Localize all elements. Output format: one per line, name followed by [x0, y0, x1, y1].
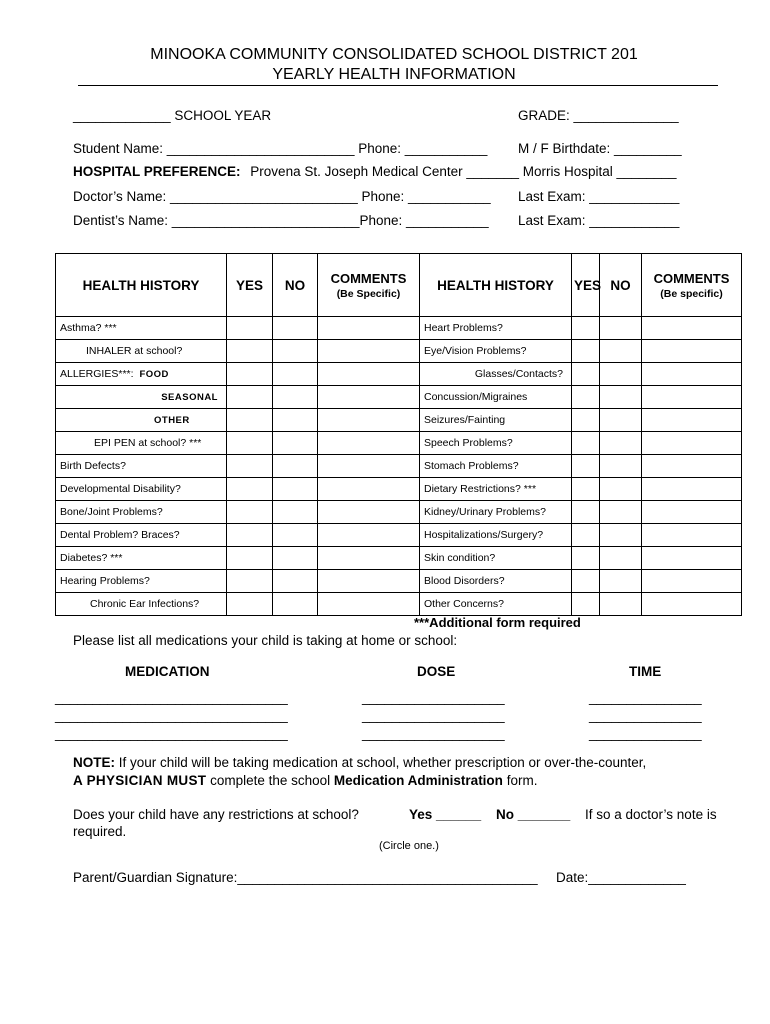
yes-cell[interactable]: [227, 570, 273, 593]
comment-cell[interactable]: [318, 478, 420, 501]
time-line[interactable]: _______________: [589, 708, 702, 723]
condition-label: Other Concerns?: [420, 593, 572, 616]
comment-cell[interactable]: [318, 409, 420, 432]
condition-label: Kidney/Urinary Problems?: [420, 501, 572, 524]
yes-cell[interactable]: [572, 363, 600, 386]
table-row: [56, 317, 742, 340]
comments-subtitle: (Be Specific): [336, 287, 401, 300]
note-text-2: complete the school: [210, 773, 331, 788]
restrictions-yes[interactable]: Yes ______: [409, 807, 482, 822]
comment-cell[interactable]: [318, 432, 420, 455]
physician-must: A PHYSICIAN MUST: [73, 773, 207, 788]
yes-cell[interactable]: [227, 547, 273, 570]
condition-label: Birth Defects?: [56, 455, 227, 478]
condition-label: Hearing Problems?: [56, 570, 227, 593]
no-cell[interactable]: [600, 593, 642, 616]
yes-cell[interactable]: [227, 317, 273, 340]
no-cell[interactable]: [273, 363, 318, 386]
condition-label: Concussion/Migraines: [420, 386, 572, 409]
yes-header: YES: [227, 254, 273, 317]
yes-label-right: YES: [574, 277, 602, 293]
header-rule: [78, 85, 718, 86]
no-cell[interactable]: [600, 570, 642, 593]
comment-cell[interactable]: [318, 363, 420, 386]
no-cell[interactable]: [273, 478, 318, 501]
no-header: NO: [273, 254, 318, 317]
form-title: YEARLY HEALTH INFORMATION: [272, 66, 516, 83]
grade-field[interactable]: GRADE: ______________: [518, 108, 679, 123]
no-cell[interactable]: [273, 340, 318, 363]
yes-cell[interactable]: [572, 570, 600, 593]
doctor-exam-field[interactable]: Last Exam: ____________: [518, 189, 680, 204]
date-field[interactable]: Date:_____________: [556, 870, 686, 885]
yes-cell[interactable]: [572, 386, 600, 409]
comment-cell[interactable]: [642, 432, 742, 455]
no-cell[interactable]: [600, 363, 642, 386]
food-label: FOOD: [139, 369, 169, 380]
dentist-exam-field[interactable]: Last Exam: ____________: [518, 213, 680, 228]
condition-label: Developmental Disability?: [56, 478, 227, 501]
dose-line[interactable]: ___________________: [362, 708, 505, 723]
no-cell[interactable]: [273, 501, 318, 524]
additional-form-note: ***Additional form required: [414, 615, 581, 630]
comments-header-right: [642, 254, 742, 317]
yes-cell[interactable]: [572, 524, 600, 547]
health-history-header-right: HEALTH HISTORY: [420, 254, 572, 317]
medication-line[interactable]: _______________________________: [55, 690, 288, 705]
comment-cell[interactable]: [642, 547, 742, 570]
condition-label: EPI PEN at school? ***: [56, 432, 227, 455]
table-row: [56, 593, 742, 616]
yes-cell[interactable]: [227, 409, 273, 432]
yes-cell[interactable]: [227, 593, 273, 616]
comment-cell[interactable]: [318, 455, 420, 478]
no-cell[interactable]: [600, 432, 642, 455]
comment-cell[interactable]: [642, 386, 742, 409]
yes-cell[interactable]: [227, 340, 273, 363]
table-row: [56, 547, 742, 570]
no-cell[interactable]: [600, 317, 642, 340]
comment-cell[interactable]: [642, 409, 742, 432]
dentist-field[interactable]: Dentist’s Name: _________________________Phone: ___________: [73, 213, 489, 228]
restrictions-question: Does your child have any restrictions at school?: [73, 807, 359, 822]
comment-cell[interactable]: [318, 317, 420, 340]
signature-field[interactable]: Parent/Guardian Signature:________________________________________: [73, 870, 538, 885]
condition-label: OTHER: [56, 409, 227, 432]
yes-cell[interactable]: [572, 547, 600, 570]
no-cell[interactable]: [273, 524, 318, 547]
condition-label: Eye/Vision Problems?: [420, 340, 572, 363]
no-cell[interactable]: [273, 570, 318, 593]
no-cell[interactable]: [600, 455, 642, 478]
yes-cell[interactable]: [227, 455, 273, 478]
condition-label: Asthma? ***: [56, 317, 227, 340]
time-line[interactable]: _______________: [589, 726, 702, 741]
condition-label: [56, 363, 227, 386]
table-row: [56, 478, 742, 501]
note-text-3: form.: [506, 773, 538, 788]
condition-label: Stomach Problems?: [420, 455, 572, 478]
comment-cell[interactable]: [642, 501, 742, 524]
dose-line[interactable]: ___________________: [362, 726, 505, 741]
no-header-right: NO: [600, 254, 642, 317]
comment-cell[interactable]: [318, 570, 420, 593]
table-row: [56, 524, 742, 547]
condition-label: Seizures/Fainting: [420, 409, 572, 432]
condition-label: Hospitalizations/Surgery?: [420, 524, 572, 547]
yes-cell[interactable]: [572, 478, 600, 501]
no-cell[interactable]: [273, 432, 318, 455]
medication-administration: Medication Administration: [333, 773, 503, 788]
health-history-header: HEALTH HISTORY: [56, 254, 227, 317]
medication-line[interactable]: _______________________________: [55, 708, 288, 723]
comments-title: COMMENTS: [330, 270, 407, 286]
comment-cell[interactable]: [642, 524, 742, 547]
no-cell[interactable]: [600, 501, 642, 524]
no-cell[interactable]: [273, 386, 318, 409]
yes-cell[interactable]: [572, 432, 600, 455]
yes-cell[interactable]: [227, 432, 273, 455]
table-row: [56, 386, 742, 409]
no-cell[interactable]: [273, 409, 318, 432]
comment-cell[interactable]: [318, 501, 420, 524]
no-cell[interactable]: [273, 317, 318, 340]
comment-cell[interactable]: [318, 524, 420, 547]
doctor-field[interactable]: Doctor’s Name: _________________________ Phone: ___________: [73, 189, 491, 204]
condition-label: SEASONAL: [56, 386, 227, 409]
note-line-2: [73, 773, 537, 788]
medication-col-header: MEDICATION: [125, 664, 210, 679]
hospital-preference[interactable]: [73, 164, 677, 179]
no-cell[interactable]: [600, 547, 642, 570]
circle-one-hint: (Circle one.): [379, 840, 439, 852]
note-label: NOTE:: [73, 755, 115, 770]
table-row: [56, 363, 742, 386]
condition-label: Dietary Restrictions? ***: [420, 478, 572, 501]
medications-prompt: Please list all medications your child is taking at home or school:: [73, 633, 458, 648]
dose-line[interactable]: ___________________: [362, 690, 505, 705]
allergies-label: ALLERGIES***:: [60, 368, 134, 380]
comments-subtitle-right: (Be specific): [660, 287, 723, 300]
time-col-header: TIME: [629, 664, 662, 679]
no-cell[interactable]: [600, 478, 642, 501]
yes-cell[interactable]: [227, 478, 273, 501]
time-line[interactable]: _______________: [589, 690, 702, 705]
comment-cell[interactable]: [318, 547, 420, 570]
yes-cell[interactable]: [227, 363, 273, 386]
comment-cell[interactable]: [318, 593, 420, 616]
comment-cell[interactable]: [318, 340, 420, 363]
comments-title-right: COMMENTS: [653, 270, 730, 286]
comment-cell[interactable]: [642, 593, 742, 616]
condition-label: Glasses/Contacts?: [420, 363, 572, 386]
comment-cell[interactable]: [642, 317, 742, 340]
hospital-label: HOSPITAL PREFERENCE:: [73, 164, 241, 179]
yes-cell[interactable]: [572, 593, 600, 616]
yes-cell[interactable]: [572, 317, 600, 340]
comment-cell[interactable]: [318, 386, 420, 409]
note-text-1: If your child will be taking medication at school, whether prescription or over-the-counter,: [118, 755, 647, 770]
table-row: [56, 432, 742, 455]
yes-cell[interactable]: [572, 455, 600, 478]
table-row: [56, 570, 742, 593]
condition-label: Blood Disorders?: [420, 570, 572, 593]
restrictions-no[interactable]: No _______: [496, 807, 571, 822]
yes-cell[interactable]: [572, 340, 600, 363]
yes-cell[interactable]: [572, 409, 600, 432]
condition-label: Diabetes? ***: [56, 547, 227, 570]
condition-label: INHALER at school?: [56, 340, 227, 363]
no-cell[interactable]: [600, 409, 642, 432]
condition-label: Heart Problems?: [420, 317, 572, 340]
table-row: [56, 409, 742, 432]
yes-cell[interactable]: [227, 501, 273, 524]
yes-cell[interactable]: [227, 386, 273, 409]
table-row: [56, 340, 742, 363]
no-cell[interactable]: [273, 455, 318, 478]
required-text: required.: [73, 824, 127, 839]
no-cell[interactable]: [600, 340, 642, 363]
birthdate-field[interactable]: M / F Birthdate: _________: [518, 141, 682, 156]
no-cell[interactable]: [273, 593, 318, 616]
condition-label: Speech Problems?: [420, 432, 572, 455]
hospital-options: Provena St. Joseph Medical Center _______ Morris Hospital ________: [250, 164, 677, 179]
no-cell[interactable]: [273, 547, 318, 570]
no-cell[interactable]: [600, 386, 642, 409]
condition-label: Chronic Ear Infections?: [56, 593, 227, 616]
condition-label: Bone/Joint Problems?: [56, 501, 227, 524]
yes-header-right: [572, 254, 600, 317]
condition-label: Dental Problem? Braces?: [56, 524, 227, 547]
dose-col-header: DOSE: [417, 664, 456, 679]
student-name-field[interactable]: Student Name: _________________________ Phone: ___________: [73, 141, 488, 156]
yes-cell[interactable]: [227, 524, 273, 547]
condition-label: Skin condition?: [420, 547, 572, 570]
comment-cell[interactable]: [642, 478, 742, 501]
yes-cell[interactable]: [572, 501, 600, 524]
medication-line[interactable]: _______________________________: [55, 726, 288, 741]
note-line-1: [73, 755, 646, 770]
no-cell[interactable]: [600, 524, 642, 547]
health-history-table: [55, 253, 742, 616]
district-title: MINOOKA COMMUNITY CONSOLIDATED SCHOOL DISTRICT 201: [150, 46, 638, 63]
comments-header: [318, 254, 420, 317]
table-row: [56, 455, 742, 478]
comment-cell[interactable]: [642, 455, 742, 478]
table-row: [56, 501, 742, 524]
comment-cell[interactable]: [642, 340, 742, 363]
comment-cell[interactable]: [642, 363, 742, 386]
school-year-field[interactable]: _____________ SCHOOL YEAR: [73, 108, 272, 123]
table-header-row: [56, 254, 742, 317]
comment-cell[interactable]: [642, 570, 742, 593]
doctor-note-text: If so a doctor’s note is: [585, 807, 717, 822]
